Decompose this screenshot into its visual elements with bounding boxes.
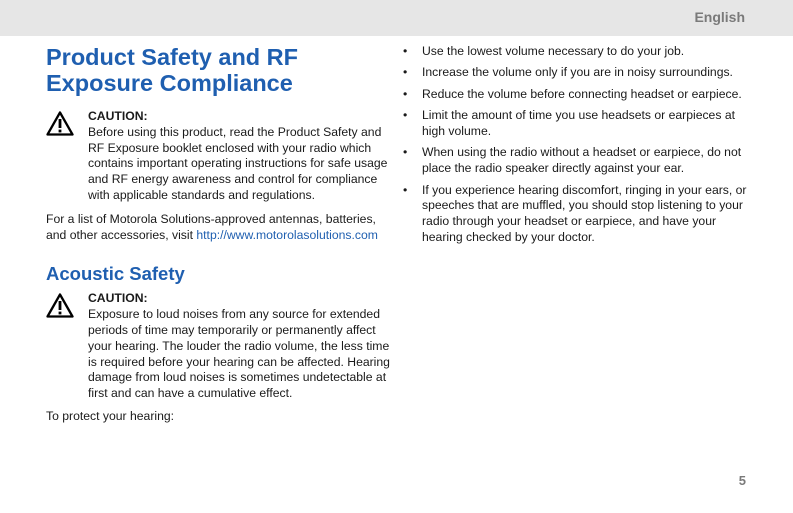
bullet-glyph: • <box>403 44 408 58</box>
motorola-solutions-link[interactable]: http://​www.motorolasolutions.com <box>196 227 378 242</box>
list-item-text: Increase the volume only if you are in noisy surroundings. <box>422 65 733 80</box>
bullet-glyph: • <box>403 65 408 80</box>
bullet-glyph: • <box>403 108 408 123</box>
page-number: 5 <box>738 473 746 488</box>
protect-hearing-text: To protect your hearing: <box>46 408 175 423</box>
list-item-text: When using the radio without a headset or earpiece, do not place the radio speaker directly against your ear. <box>422 145 742 176</box>
list-item-text: Use the lowest volume necessary to do your job. <box>422 44 685 58</box>
rf-caution-block <box>46 109 391 204</box>
bullet-glyph: • <box>403 182 408 197</box>
hearing-tips-list <box>403 44 753 246</box>
warning-triangle-icon <box>46 111 74 136</box>
list-item-text: If you experience hearing discomfort, ringing in your ears, or speeches that are muffled, you should stop listening to your radio through your headset or earpiece, and have your hearing checked by your doctor. <box>422 182 747 244</box>
bullet-glyph: • <box>403 145 408 160</box>
rf-caution-text: Before using this product, read the Product Safety and RF Exposure booklet enclosed with your radio which contains important operating instructions for safe usage and RF energy awareness and control for compliance with applicable standards and regulations. <box>88 124 388 202</box>
list-item <box>403 87 753 103</box>
right-column <box>403 44 753 251</box>
accessories-text: For a list of Motorola Solutions-approved antennas, batteries, and other accessories, visit <box>46 211 376 242</box>
language-label: English <box>694 9 745 25</box>
acoustic-caution-block <box>46 291 391 402</box>
header-bar <box>0 0 793 36</box>
left-column <box>46 44 391 425</box>
list-item <box>403 183 753 246</box>
acoustic-caution-text: Exposure to loud noises from any source for extended periods of time may temporarily or permanently affect your hearing. The louder the radio volume, the less time is required before your hearing can be affected. Hearing damage from loud noises is sometimes undetectable at first and can have a cumulative effect. <box>88 307 390 401</box>
acoustic-safety-heading: Acoustic Safety <box>46 263 185 285</box>
list-item-text: Limit the amount of time you use headsets or earpieces at high volume. <box>422 108 735 138</box>
acoustic-caution-title: CAUTION: <box>88 291 148 306</box>
list-item <box>403 44 753 60</box>
accessories-paragraph <box>46 212 391 244</box>
warning-triangle-icon <box>46 293 74 318</box>
rf-safety-heading: Product Safety and RF Exposure Compliance <box>46 44 299 96</box>
bullet-glyph: • <box>403 86 408 101</box>
list-item-text: Reduce the volume before connecting headset or earpiece. <box>422 86 742 101</box>
list-item <box>403 108 753 140</box>
rf-caution-title: CAUTION: <box>88 109 148 123</box>
list-item <box>403 145 753 177</box>
list-item <box>403 65 753 81</box>
